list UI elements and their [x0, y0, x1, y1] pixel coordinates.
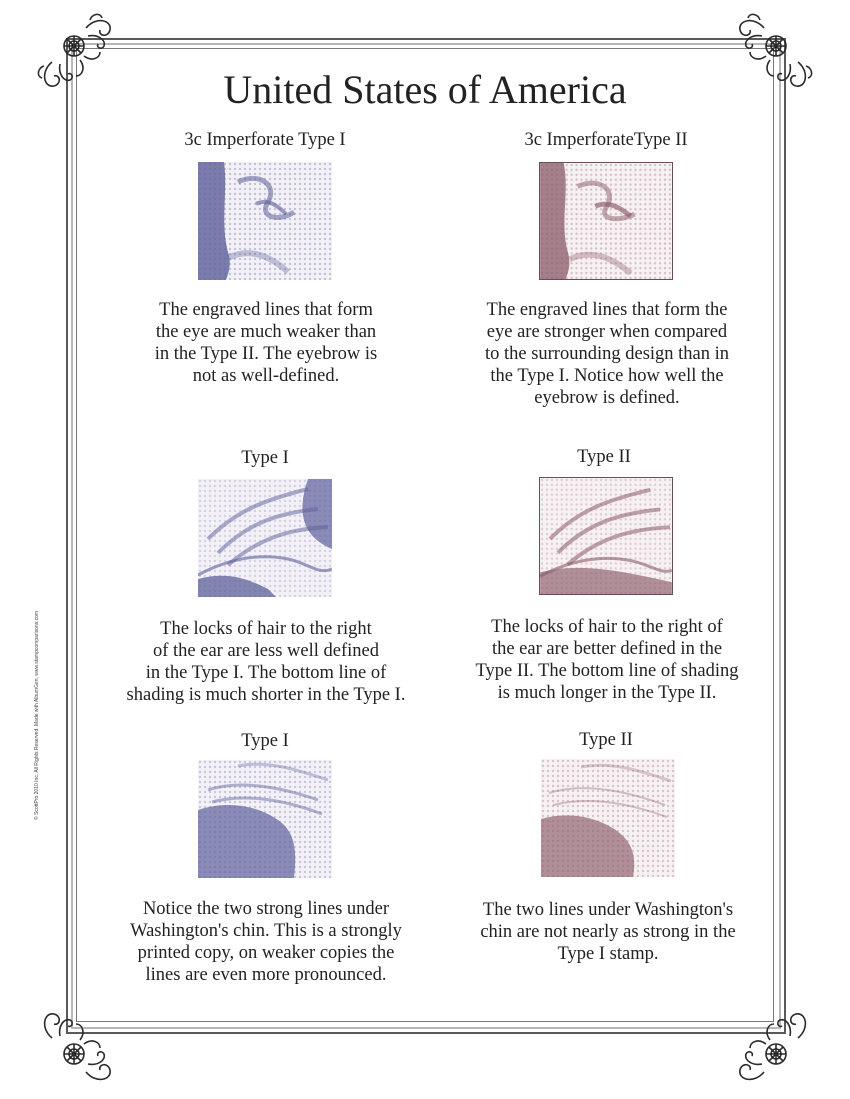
- stamp-image-chin-type2: [541, 759, 675, 877]
- heading-eye-type2: 3c ImperforateType II: [524, 130, 688, 150]
- heading-hair-type1: Type I: [241, 448, 289, 468]
- caption-eye-type2: The engraved lines that form the eye are stronger when compared to the surrounding design than in the Type I. Notice how well the eyebrow is defined.: [484, 300, 730, 408]
- corner-ornament-icon: [730, 1004, 820, 1094]
- caption-hair-type1: The locks of hair to the right of the ear are less well defined in the Type I. The bottom line of shading is much shorter in the Type I.: [126, 619, 406, 705]
- stamp-image-chin-type1: [198, 760, 332, 878]
- heading-chin-type2: Type II: [579, 730, 633, 750]
- stamp-image-hair-type1: [198, 479, 332, 597]
- stamp-image-eye-type2: [539, 162, 673, 280]
- caption-eye-type1: The engraved lines that form the eye are much weaker than in the Type II. The eyebrow is not as well-defined.: [154, 300, 378, 386]
- caption-hair-type2: The locks of hair to the right of the ear are better defined in the Type II. The bottom line of shading is much longer in the Type II.: [475, 617, 739, 703]
- corner-ornament-icon: [30, 1004, 120, 1094]
- caption-chin-type2: The two lines under Washington's chin are not nearly as strong in the Type I stamp.: [480, 900, 736, 964]
- page-title: United States of America: [223, 67, 627, 112]
- copyright-credit: © ScottPro 2010 Inc. All Rights Reserved. Made with AlbumGen, www.stampcomparisons.com: [34, 610, 40, 820]
- stamp-image-hair-type2: [539, 477, 673, 595]
- heading-eye-type1: 3c Imperforate Type I: [184, 130, 346, 150]
- caption-chin-type1: Notice the two strong lines under Washington's chin. This is a strongly printed copy, on weaker copies the lines are even more pronounced.: [130, 899, 402, 985]
- heading-chin-type1: Type I: [241, 731, 289, 751]
- heading-hair-type2: Type II: [577, 447, 631, 467]
- stamp-image-eye-type1: [198, 162, 332, 280]
